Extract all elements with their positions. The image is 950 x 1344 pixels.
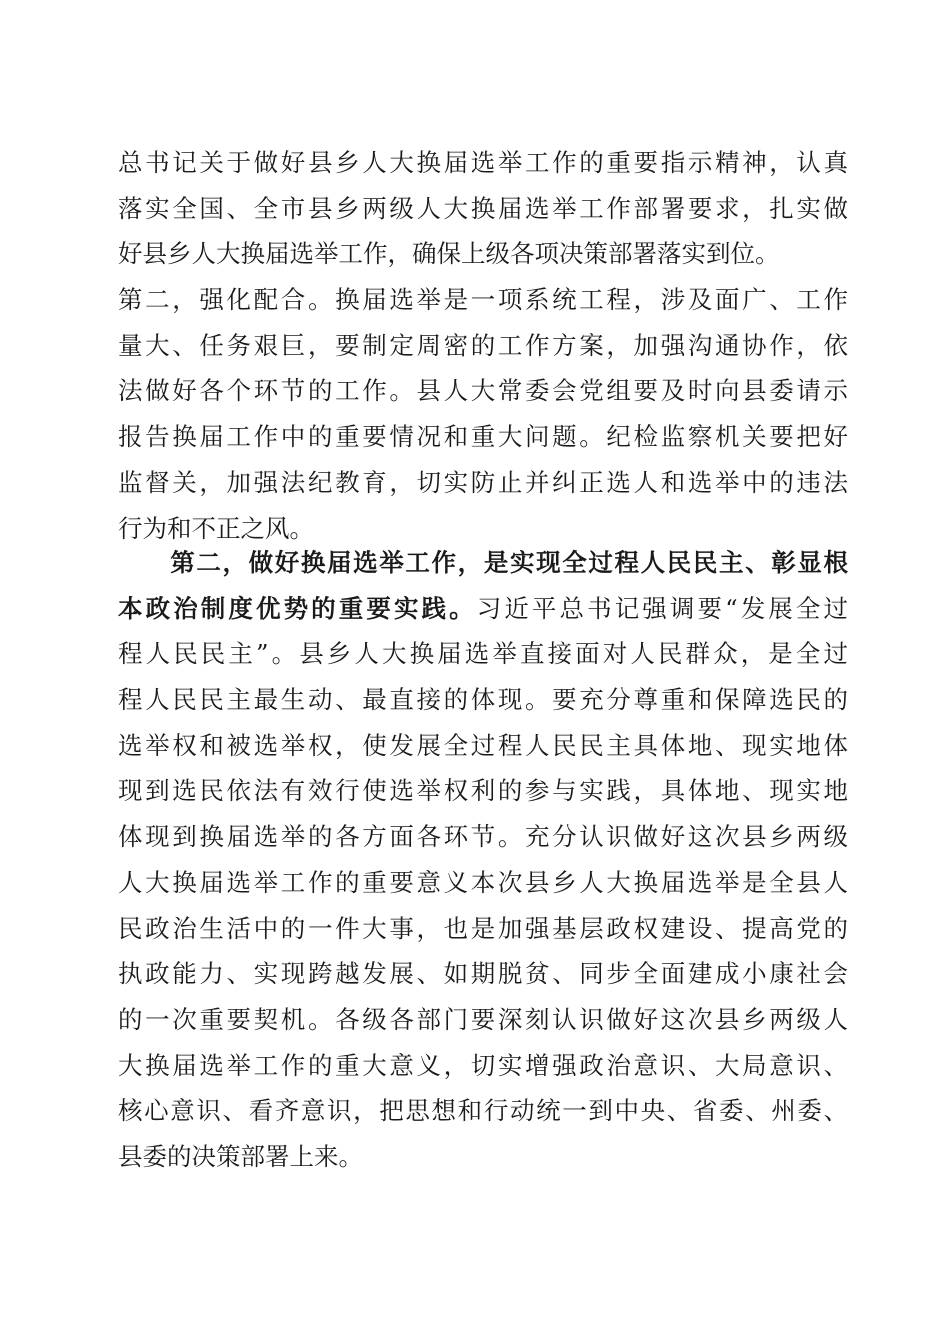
paragraph-3-line-13: 核心意识、看齐意识，把思想和行动统一到中央、省委、州委、 [118, 1096, 848, 1126]
paragraph-2-line-3: 法做好各个环节的工作。县人大常委会党组要及时向县委请示 [118, 376, 848, 406]
paragraph-3-line-12: 大换届选举工作的重大意义，切实增强政治意识、大局意识、 [118, 1050, 848, 1080]
paragraph-1-line-2: 落实全国、全市县乡两级人大换届选举工作部署要求，扎实做 [118, 193, 848, 223]
text-block-lower [118, 540, 848, 1180]
paragraph-2-line-4: 报告换届工作中的重要情况和重大问题。纪检监察机关要把好 [118, 422, 848, 452]
paragraph-1-line-1: 总书记关于做好县乡人大换届选举工作的重要指示精神，认真 [118, 148, 848, 177]
paragraph-3-line-10: 执政能力、实现跨越发展、如期脱贫、同步全面建成小康社会 [118, 959, 848, 989]
paragraph-3-line-2-rest: 习近平总书记强调要“发展全过 [476, 593, 848, 623]
paragraph-2-line-5: 监督关，加强法纪教育，切实防止并纠正选人和选举中的违法 [118, 467, 848, 497]
paragraph-3-line-8: 人大换届选举工作的重要意义本次县乡人大换届选举是全县人 [118, 867, 848, 897]
paragraph-3-line-3: 程人民民主”。县乡人大换届选举直接面对人民群众，是全过 [118, 639, 848, 669]
paragraph-3-line-6: 现到选民依法有效行使选举权利的参与实践，具体地、现实地 [118, 776, 848, 806]
paragraph-3-line-4: 程人民民主最生动、最直接的体现。要充分尊重和保障选民的 [118, 685, 848, 715]
paragraph-3-line-11: 的一次重要契机。各级各部门要深刻认识做好这次县乡两级人 [118, 1004, 848, 1034]
paragraph-3-line-5: 选举权和被选举权，使发展全过程人民民主具体地、现实地体 [118, 730, 848, 760]
paragraph-2-line-6: 行为和不正之风。 [118, 513, 314, 543]
paragraph-3-line-2-bold: 本政治制度优势的重要实践。 [118, 593, 477, 623]
paragraph-1-line-3: 好县乡人大换届选举工作，确保上级各项决策部署落实到位。 [118, 239, 780, 269]
paragraph-2-line-2: 量大、任务艰巨，要制定周密的工作方案，加强沟通协作，依 [118, 330, 848, 360]
paragraph-2-line-1: 第二，强化配合。换届选举是一项系统工程，涉及面广、工作 [118, 285, 848, 315]
text-block-upper [118, 140, 848, 551]
paragraph-3-line-9: 民政治生活中的一件大事，也是加强基层政权建设、提高党的 [118, 913, 848, 943]
paragraph-3-line-2 [118, 586, 848, 632]
paragraph-3-line-14: 县委的决策部署上来。 [118, 1141, 363, 1171]
paragraph-3-line-1: 第二，做好换届选举工作，是实现全过程人民民主、彰显根 [118, 548, 848, 577]
paragraph-3-line-7: 体现到换届选举的各方面各环节。充分认识做好这次县乡两级 [118, 822, 848, 852]
